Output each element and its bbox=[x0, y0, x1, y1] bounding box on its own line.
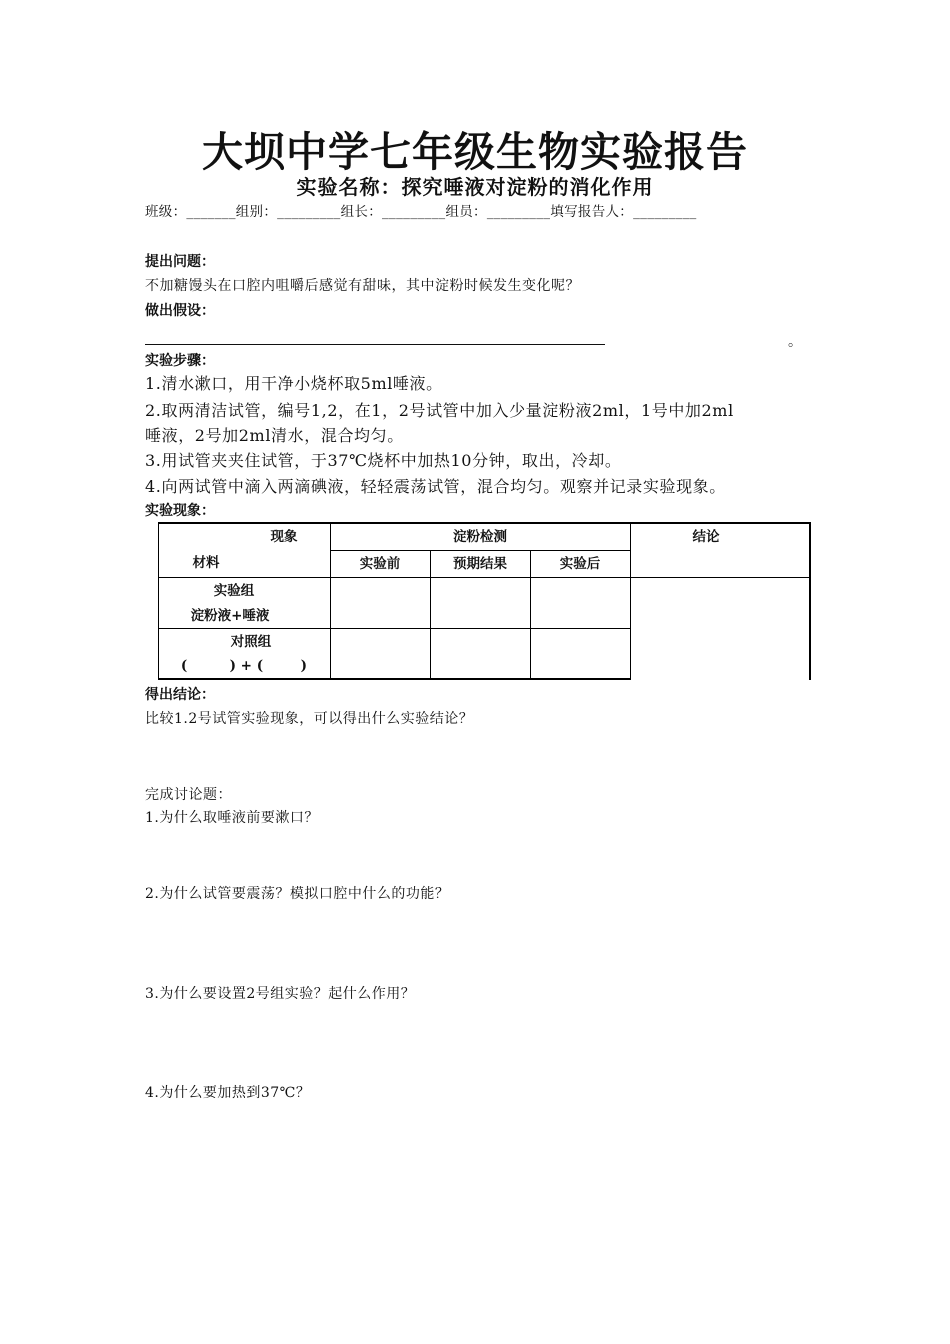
expected-header: 预期结果 bbox=[453, 556, 507, 572]
steps-heading: 实验步骤： bbox=[145, 353, 215, 369]
corner-material: 材料 bbox=[192, 555, 220, 571]
hypothesis-heading: 做出假设： bbox=[145, 303, 215, 319]
question-heading: 提出问题： bbox=[145, 254, 215, 270]
experiment-group-material: 淀粉液+唾液 bbox=[190, 608, 270, 624]
exp-expected-cell[interactable] bbox=[431, 578, 530, 628]
exp-before-cell[interactable] bbox=[331, 578, 430, 628]
before-header: 实验前 bbox=[359, 556, 401, 572]
step-2: 2.取两清洁试管，编号1,2，在1，2号试管中加入少量淀粉液2ml，1号中加2ml bbox=[145, 401, 734, 420]
discussion-question-1: 1.为什么取唾液前要漱口？ bbox=[145, 810, 319, 826]
exp-after-cell[interactable] bbox=[531, 578, 630, 628]
experiment-group-label: 实验组 bbox=[213, 583, 255, 599]
table-border-bottom bbox=[158, 678, 631, 680]
ctrl-before-cell[interactable] bbox=[331, 629, 430, 678]
starch-test-header: 淀粉检测 bbox=[453, 529, 507, 545]
hypothesis-end-mark: 。 bbox=[788, 334, 802, 350]
discussion-heading: 完成讨论题： bbox=[145, 787, 232, 803]
step-1: 1.清水漱口，用干净小烧杯取5ml唾液。 bbox=[145, 374, 443, 393]
conclusion-cell[interactable] bbox=[631, 578, 809, 680]
results-table bbox=[158, 522, 811, 680]
conclusion-heading: 得出结论： bbox=[145, 687, 215, 703]
discussion-question-3: 3.为什么要设置2号组实验？起什么作用？ bbox=[145, 986, 416, 1002]
step-4: 4.向两试管中滴入两滴碘液，轻轻震荡试管，混合均匀。观察并记录实验现象。 bbox=[145, 477, 726, 496]
after-header: 实验后 bbox=[559, 556, 601, 572]
phenomenon-heading: 实验现象： bbox=[145, 503, 215, 519]
table-rule bbox=[330, 550, 631, 551]
conclusion-header: 结论 bbox=[692, 529, 720, 545]
ctrl-expected-cell[interactable] bbox=[431, 629, 530, 678]
control-group-label: 对照组 bbox=[230, 634, 272, 650]
ctrl-after-cell[interactable] bbox=[531, 629, 630, 678]
corner-phenomenon: 现象 bbox=[270, 529, 298, 545]
student-info-line[interactable]: 班级：_______组别：_________组长：_________组员：_________填写报告人：_________ bbox=[145, 204, 697, 220]
hypothesis-answer-line[interactable] bbox=[145, 344, 605, 345]
table-border-right bbox=[809, 522, 811, 680]
conclusion-prompt: 比较1.2号试管实验现象，可以得出什么实验结论？ bbox=[145, 711, 474, 727]
discussion-question-2: 2.为什么试管要震荡？模拟口腔中什么的功能？ bbox=[145, 886, 450, 902]
discussion-question-4: 4.为什么要加热到37℃？ bbox=[145, 1085, 311, 1101]
control-group-material[interactable]: ( ) + ( ) bbox=[180, 658, 308, 674]
step-2-continued: 唾液，2号加2ml清水，混合均匀。 bbox=[145, 426, 404, 445]
step-3: 3.用试管夹夹住试管，于37℃烧杯中加热10分钟，取出，冷却。 bbox=[145, 451, 622, 470]
experiment-name: 实验名称：探究唾液对淀粉的消化作用 bbox=[296, 175, 654, 199]
question-text: 不加糖馒头在口腔内咀嚼后感觉有甜味，其中淀粉时候发生变化呢？ bbox=[145, 278, 580, 294]
table-border-top bbox=[158, 522, 811, 524]
page-title: 大坝中学七年级生物实验报告 bbox=[202, 128, 748, 176]
